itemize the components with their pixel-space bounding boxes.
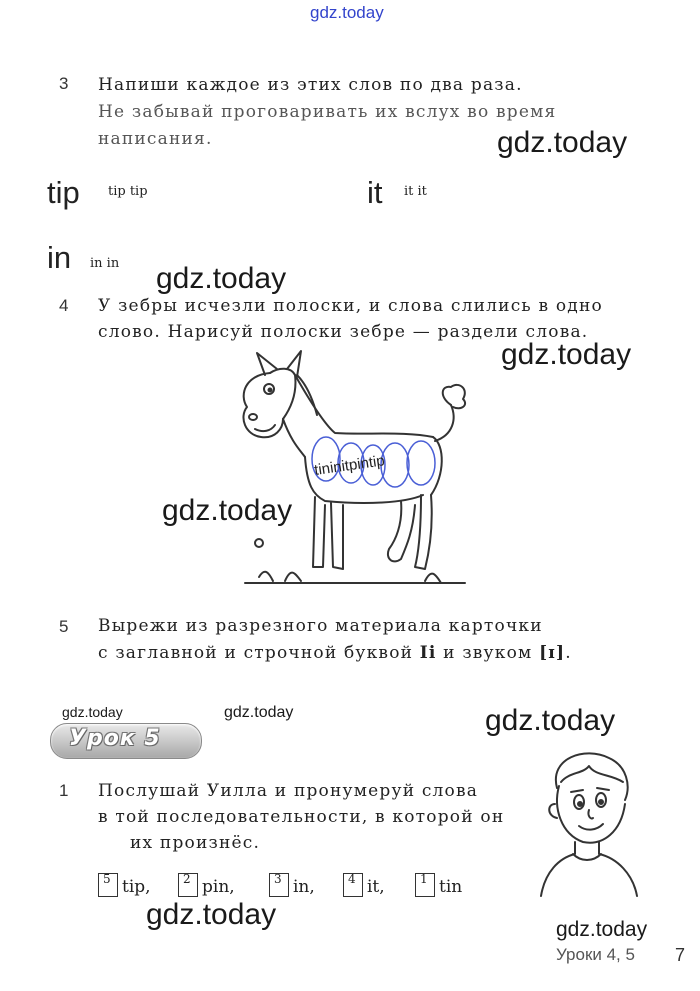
watermark-4: gdz.today — [162, 494, 293, 527]
lesson-watermark-mid: gdz.today — [224, 704, 294, 721]
task-5-line-1: Вырежи из разрезного материала карточки — [98, 616, 543, 636]
answer-box[interactable] — [269, 873, 289, 897]
watermark-1: gdz.today — [497, 126, 628, 159]
answer-word: it, — [367, 877, 385, 897]
task-5-line-2-pre: с заглавной и строчной буквой — [98, 643, 420, 663]
task-1-number: 1 — [59, 781, 69, 800]
footer-lessons-label: Уроки 4, 5 — [556, 945, 635, 964]
answer-number: 5 — [103, 872, 111, 886]
lesson-watermark-small: gdz.today — [62, 704, 123, 720]
task-3-line-1: Напиши каждое из этих слов по два раза. — [98, 75, 523, 95]
lesson-title: Урок 5 — [69, 726, 161, 751]
task-5-number: 5 — [59, 617, 69, 636]
task-1-line-3: их произнёс. — [130, 833, 261, 853]
written-tip: tip tip — [108, 184, 148, 199]
boy-illustration — [535, 748, 645, 898]
watermark-6: gdz.today — [146, 898, 277, 931]
answer-box[interactable] — [98, 873, 118, 897]
task-5-line-2-mid: и звуком — [436, 643, 540, 663]
task-5-line-2-end: . — [565, 643, 572, 663]
task-1-line-1: Послушай Уилла и пронумеруй слова — [98, 781, 479, 801]
answer-word: in, — [293, 877, 315, 897]
task-5-line-2 — [98, 640, 572, 667]
answer-number: 1 — [420, 872, 428, 886]
header-watermark: gdz.today — [310, 3, 384, 22]
task-4-line-1: У зебры исчезли полоски, и слова слились в одно — [98, 296, 603, 316]
word-in: in — [47, 240, 72, 275]
task-4-number: 4 — [59, 296, 69, 315]
answer-number: 2 — [183, 872, 191, 886]
watermark-2: gdz.today — [156, 262, 287, 295]
zebra-illustration — [225, 345, 485, 595]
written-in: in in — [90, 256, 120, 271]
answer-word: tin — [439, 877, 463, 897]
task-5-letter: Ii — [419, 643, 437, 663]
answer-word: tip, — [122, 877, 151, 897]
zebra-words: tininitpintip — [313, 452, 386, 479]
task-4-line-2: слово. Нарисуй полоски зебре — раздели слова. — [98, 322, 589, 342]
answer-word: pin, — [202, 877, 235, 897]
task-5-sound: [ɪ] — [539, 643, 566, 663]
word-it: it — [367, 175, 383, 210]
watermark-5: gdz.today — [485, 704, 616, 737]
answer-box[interactable] — [415, 873, 435, 897]
task-3-line-3: написания. — [98, 129, 213, 149]
answer-box[interactable] — [178, 873, 198, 897]
task-1-line-2: в той последовательности, в которой он — [98, 807, 505, 827]
watermark-3: gdz.today — [501, 338, 632, 371]
word-tip: tip — [47, 175, 80, 210]
lesson-5-banner — [50, 723, 202, 759]
answer-number: 4 — [348, 872, 356, 886]
written-it: it it — [404, 184, 427, 199]
task-3-line-2: Не забывай проговаривать их вслух во время — [98, 102, 557, 122]
page-number: 7 — [675, 945, 686, 965]
answer-box[interactable] — [343, 873, 363, 897]
footer-watermark: gdz.today — [556, 918, 648, 941]
task-3-number: 3 — [59, 74, 69, 93]
answer-number: 3 — [274, 872, 282, 886]
